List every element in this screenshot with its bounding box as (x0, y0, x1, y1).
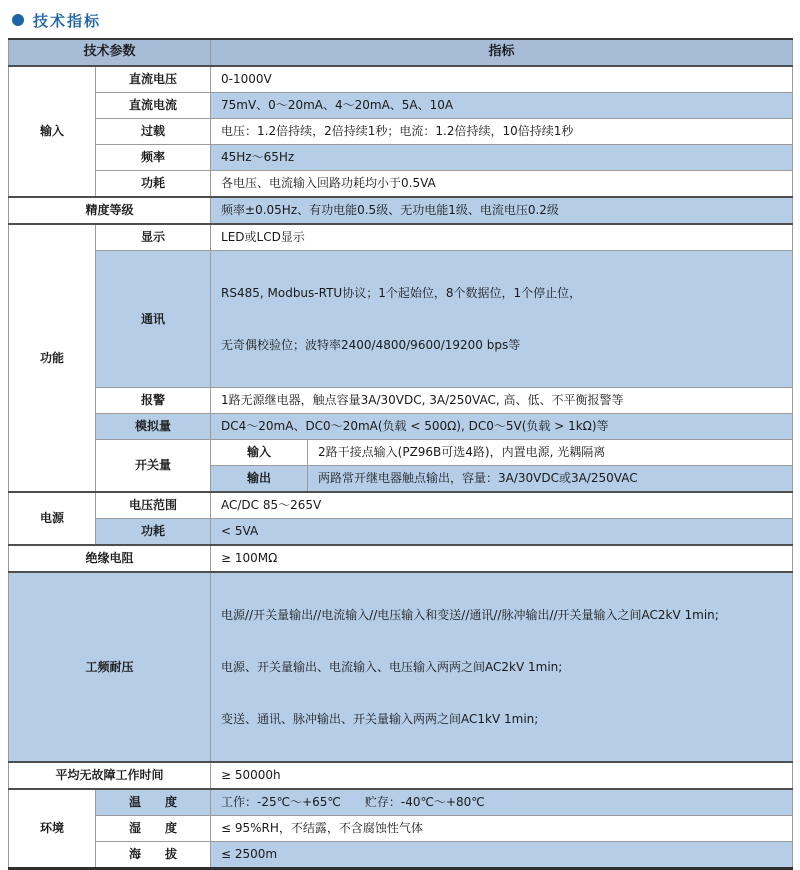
param-input-consumption: 功耗 (96, 171, 211, 198)
value-alarm: 1路无源继电器，触点容量3A/30VDC, 3A/250VAC, 高、低、不平衡报警等 (211, 388, 793, 414)
value-frequency: 45Hz～65Hz (211, 145, 793, 171)
value-display: LED或LCD显示 (211, 224, 793, 251)
table-row (9, 93, 793, 119)
value-communication (211, 251, 793, 388)
param-voltage-range: 电压范围 (96, 492, 211, 519)
value-withstand (211, 572, 793, 762)
table-row (9, 224, 793, 251)
table-row (9, 171, 793, 198)
table-row (9, 251, 793, 388)
header-value-col: 指标 (211, 39, 793, 66)
value-communication-line1: RS485, Modbus-RTU协议；1个起始位，8个数据位，1个停止位， (221, 286, 582, 300)
param-altitude: 海 拔 (96, 842, 211, 869)
value-overload: 电压：1.2倍持续，2倍持续1秒；电流：1.2倍持续，10倍持续1秒 (211, 119, 793, 145)
param-digital: 开关量 (96, 440, 211, 493)
value-temperature: 工作：-25℃～+65℃ 贮存：-40℃～+80℃ (211, 789, 793, 816)
value-communication-line2: 无奇偶校验位；波特率2400/4800/9600/19200 bps等 (221, 338, 521, 352)
param-frequency: 频率 (96, 145, 211, 171)
section-title-text: 技术指标 (33, 11, 102, 30)
param-analog: 模拟量 (96, 414, 211, 440)
value-power-consumption: < 5VA (211, 519, 793, 546)
sub-digital-input: 输入 (211, 440, 308, 466)
param-withstand: 工频耐压 (9, 572, 211, 762)
param-accuracy: 精度等级 (9, 197, 211, 224)
header-param-col: 技术参数 (9, 39, 211, 66)
param-overload: 过载 (96, 119, 211, 145)
spec-table (8, 38, 793, 870)
table-row (9, 440, 793, 466)
table-row (9, 789, 793, 816)
table-row (9, 545, 793, 572)
value-analog: DC4～20mA、DC0～20mA(负载 < 500Ω), DC0～5V(负载 > 1kΩ)等 (211, 414, 793, 440)
sub-digital-output: 输出 (211, 466, 308, 493)
table-row (9, 197, 793, 224)
group-environment: 环境 (9, 789, 96, 869)
param-dc-current: 直流电流 (96, 93, 211, 119)
table-row (9, 762, 793, 789)
value-withstand-line3: 变送、通讯、脉冲输出、开关量输入两两之间AC1kV 1min; (221, 712, 539, 726)
group-input: 输入 (9, 66, 96, 197)
param-communication: 通讯 (96, 251, 211, 388)
group-power: 电源 (9, 492, 96, 545)
param-temperature: 温 度 (96, 789, 211, 816)
param-humidity: 湿 度 (96, 816, 211, 842)
table-row (9, 66, 793, 93)
table-row (9, 492, 793, 519)
value-withstand-line2: 电源、开关量输出、电流输入、电压输入两两之间AC2kV 1min; (221, 660, 563, 674)
value-withstand-line1: 电源//开关量输出//电流输入//电压输入和变送//通讯//脉冲输出//开关量输入之间AC2kV 1min; (221, 608, 719, 622)
param-dc-voltage: 直流电压 (96, 66, 211, 93)
value-altitude: ≤ 2500m (211, 842, 793, 869)
table-row (9, 842, 793, 869)
param-power-consumption: 功耗 (96, 519, 211, 546)
value-dc-current: 75mV、0～20mA、4～20mA、5A、10A (211, 93, 793, 119)
value-voltage-range: AC/DC 85～265V (211, 492, 793, 519)
value-input-consumption: 各电压、电流输入回路功耗均小于0.5VA (211, 171, 793, 198)
value-accuracy: 频率±0.05Hz、有功电能0.5级、无功电能1级、电流电压0.2级 (211, 197, 793, 224)
value-digital-input: 2路干接点输入(PZ96B可选4路)，内置电源, 光耦隔离 (308, 440, 793, 466)
value-insulation: ≥ 100MΩ (211, 545, 793, 572)
param-insulation: 绝缘电阻 (9, 545, 211, 572)
group-function: 功能 (9, 224, 96, 492)
param-mtbf: 平均无故障工作时间 (9, 762, 211, 789)
table-row (9, 519, 793, 546)
param-alarm: 报警 (96, 388, 211, 414)
table-row (9, 388, 793, 414)
table-row (9, 816, 793, 842)
value-mtbf: ≥ 50000h (211, 762, 793, 789)
value-dc-voltage: 0-1000V (211, 66, 793, 93)
bullet-icon (12, 14, 24, 26)
table-row (9, 145, 793, 171)
table-row (9, 119, 793, 145)
section-title (0, 0, 800, 31)
param-display: 显示 (96, 224, 211, 251)
value-humidity: ≤ 95%RH，不结露，不含腐蚀性气体 (211, 816, 793, 842)
table-row (9, 414, 793, 440)
table-header-row (9, 39, 793, 66)
table-row (9, 572, 793, 762)
value-digital-output: 两路常开继电器触点输出，容量：3A/30VDC或3A/250VAC (308, 466, 793, 493)
